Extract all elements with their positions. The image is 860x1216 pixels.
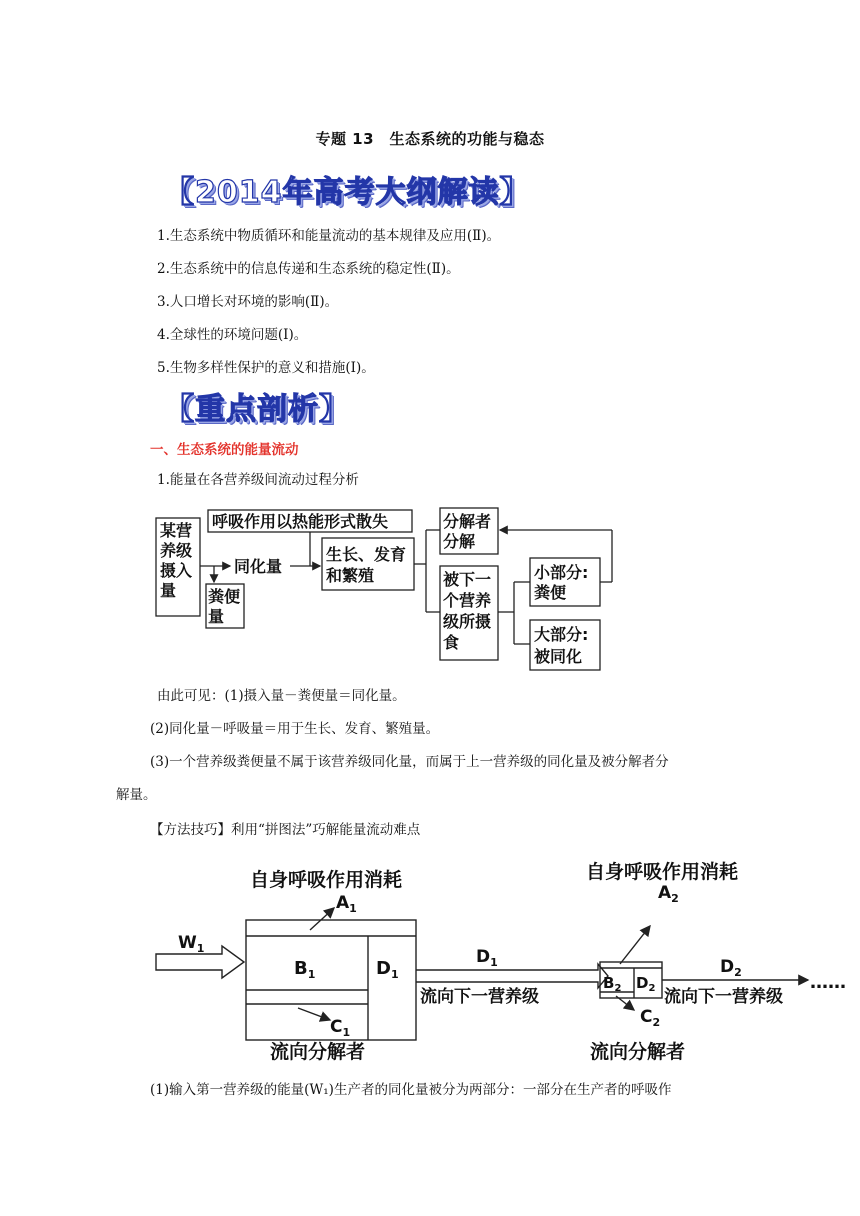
c2-label: C [640, 1007, 653, 1027]
respiration-label-2: 自身呼吸作用消耗 [586, 861, 739, 883]
svg-text:A2: $A_2$ [658, 883, 679, 905]
subheading: 1.能量在各营养级间流动过程分析 [157, 472, 359, 488]
growth-label: 生长、发育 [326, 545, 407, 564]
decomposer-label-1: 流向分解者 [270, 1041, 366, 1063]
outline-item: 4.全球性的环境问题(Ⅰ)。 [157, 327, 308, 343]
decomposer-label: 分解 [443, 532, 476, 551]
decomposer-label: 分解者 [443, 512, 492, 531]
outline-item: 3.人口增长对环境的影响(Ⅱ)。 [157, 294, 339, 310]
section-heading: 一、生态系统的能量流动 [150, 442, 299, 458]
small-part-label: 小部分: [534, 563, 589, 582]
respiration-label-1: 自身呼吸作用消耗 [250, 869, 403, 891]
ellipsis-label: …… [810, 972, 846, 993]
next-level-label: 级所摄 [443, 612, 492, 631]
svg-text:B1: $B_1$ [294, 958, 316, 981]
a2-label: A [658, 883, 672, 903]
conclusion-line: (2)同化量－呼吸量＝用于生长、发育、繁殖量。 [150, 721, 440, 737]
assimilation-label: 同化量 [234, 557, 283, 576]
method-tip: 【方法技巧】利用“拼图法”巧解能量流动难点 [150, 822, 421, 838]
page-title: 专题 13 生态系统的功能与稳态 [315, 130, 545, 148]
conclusion-line: 解量。 [116, 787, 157, 803]
intake-label: 量 [160, 581, 177, 600]
svg-text:C2: $C_2$ [640, 1007, 661, 1029]
a1-label: A [336, 893, 350, 913]
next-level-label: 个营养 [443, 591, 492, 610]
feces-label: 粪便 [208, 587, 241, 606]
banner-key-analysis: 【重点剖析】 [164, 392, 350, 427]
b2-label: B [603, 974, 615, 992]
d1-arrow-label: D [476, 947, 491, 967]
respiration-label: 呼吸作用以热能形式散失 [212, 512, 389, 531]
small-part-label: 粪便 [534, 583, 567, 602]
paragraph-line: (1)输入第一营养级的能量(W₁)生产者的同化量被分为两部分：一部分在生产者的呼吸作 [150, 1082, 672, 1098]
svg-text:D1: $D_1$ [376, 958, 399, 981]
flow-next-label-2: 流向下一营养级 [664, 987, 783, 1007]
growth-label: 和繁殖 [326, 566, 375, 585]
d1-flow-arrow [416, 964, 608, 988]
svg-text:D2: $D_2$ [636, 974, 656, 994]
svg-text:D1: $D_1$ [476, 947, 498, 969]
large-part-label: 大部分: [534, 625, 589, 644]
d2-arrow-label: D [720, 957, 735, 977]
jigsaw-energy-diagram [150, 850, 860, 1065]
flow-next-label-1: 流向下一营养级 [420, 987, 539, 1007]
intake-label: 养级 [160, 541, 193, 560]
energy-flow-diagram [150, 500, 620, 678]
svg-text:W1: $W_1$ [178, 933, 205, 955]
outline-item: 5.生物多样性保护的意义和措施(Ⅰ)。 [157, 360, 375, 376]
intake-label: 摄入 [160, 561, 193, 580]
svg-text:C1: $C_1$ [330, 1017, 351, 1039]
decomposer-label-2: 流向分解者 [590, 1041, 686, 1063]
w1-label: W [178, 933, 197, 953]
feces-label: 量 [208, 607, 225, 626]
next-level-label: 食 [443, 633, 460, 652]
next-level-label: 被下一 [443, 570, 492, 589]
d2-box-label: D [636, 974, 649, 992]
conclusion-line: 由此可见：(1)摄入量－粪便量＝同化量。 [157, 688, 406, 704]
banner-exam-outline: 【2014年高考大纲解读】 [164, 175, 531, 210]
intake-label: 某营 [160, 521, 193, 540]
svg-text:B2: $B_2$ [603, 974, 622, 994]
c1-label: C [330, 1017, 343, 1037]
large-part-label: 被同化 [534, 647, 583, 666]
outline-item: 1.生态系统中物质循环和能量流动的基本规律及应用(Ⅱ)。 [157, 228, 501, 244]
svg-text:D2: $D_2$ [720, 957, 742, 979]
b1-label: B [294, 958, 308, 979]
d1-box-label: D [376, 958, 391, 979]
svg-text:A1: $A_1$ [336, 893, 357, 915]
outline-item: 2.生态系统中的信息传递和生态系统的稳定性(Ⅱ)。 [157, 261, 460, 277]
conclusion-line: (3)一个营养级粪便量不属于该营养级同化量，而属于上一营养级的同化量及被分解者分 [150, 754, 669, 770]
